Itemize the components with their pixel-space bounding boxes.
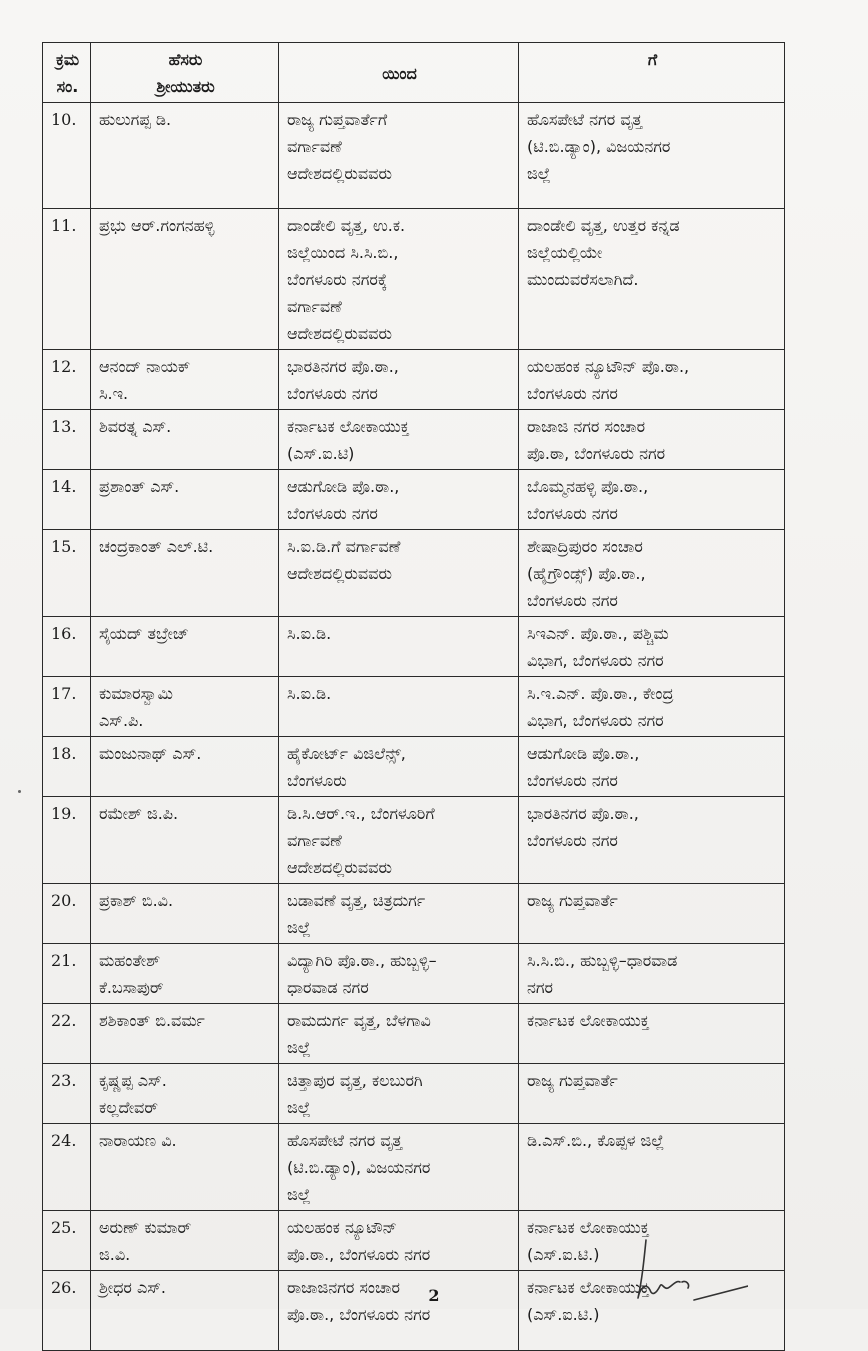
row-name: ಸೈಯದ್ ತಬ್ರೇಜ್ xyxy=(91,617,279,677)
row-name: ಪ್ರಕಾಶ್ ಬಿ.ವಿ. xyxy=(91,884,279,944)
row-sl: 23. xyxy=(43,1064,91,1124)
row-to: ಬೊಮ್ಮನಹಳ್ಳಿ ಪೊ.ಠಾ., ಬೆಂಗಳೂರು ನಗರ xyxy=(519,470,785,530)
row-name: ಮಹಂತೇಶ್ ಕೆ.ಬಸಾಪುರ್ xyxy=(91,944,279,1004)
signature-mark xyxy=(598,1230,748,1308)
table-row xyxy=(43,677,785,737)
row-sl: 17. xyxy=(43,677,91,737)
row-name: ಶಿವರತ್ನ ಎಸ್. xyxy=(91,410,279,470)
table-row xyxy=(43,209,785,350)
row-to: ಕರ್ನಾಟಕ ಲೋಕಾಯುಕ್ತ (ಎಸ್.ಐ.ಟಿ.) xyxy=(519,1211,785,1271)
row-to: ಸಿ.ಸಿ.ಬಿ., ಹುಬ್ಬಳ್ಳಿ–ಧಾರವಾಡ ನಗರ xyxy=(519,944,785,1004)
row-sl: 11. xyxy=(43,209,91,350)
row-to: ಆಡುಗೋಡಿ ಪೊ.ಠಾ., ಬೆಂಗಳೂರು ನಗರ xyxy=(519,737,785,797)
row-to: ದಾಂಡೇಲಿ ವೃತ್ತ, ಉತ್ತರ ಕನ್ನಡ ಜಿಲ್ಲೆಯಲ್ಲಿಯೇ ಮುಂದುವರೆಸಲಾಗಿದೆ. xyxy=(519,209,785,350)
header-to: ಗೆ xyxy=(519,43,785,103)
row-to: ರಾಜಾಜಿ ನಗರ ಸಂಚಾರ ಪೊ.ಠಾ, ಬೆಂಗಳೂರು ನಗರ xyxy=(519,410,785,470)
row-name: ಮಂಜುನಾಥ್ ಎಸ್. xyxy=(91,737,279,797)
row-name: ಪ್ರಶಾಂತ್ ಎಸ್. xyxy=(91,470,279,530)
row-from: ದಾಂಡೇಲಿ ವೃತ್ತ, ಉ.ಕ. ಜಿಲ್ಲೆಯಿಂದ ಸಿ.ಸಿ.ಬಿ., ಬೆಂಗಳೂರು ನಗರಕ್ಕೆ ವರ್ಗಾವಣೆ ಆದೇಶದಲ್ಲಿರುವವರು xyxy=(279,209,519,350)
row-to: ರಾಜ್ಯ ಗುಪ್ತವಾರ್ತೆ xyxy=(519,884,785,944)
table-row xyxy=(43,103,785,209)
transfer-table xyxy=(42,42,785,1351)
row-to: ಕರ್ನಾಟಕ ಲೋಕಾಯುಕ್ತ (ಎಸ್.ಐ.ಟಿ.) xyxy=(519,1271,785,1351)
table-row xyxy=(43,884,785,944)
row-from: ಬಡಾವಣೆ ವೃತ್ತ, ಚಿತ್ರದುರ್ಗ ಜಿಲ್ಲೆ xyxy=(279,884,519,944)
row-sl: 16. xyxy=(43,617,91,677)
row-sl: 18. xyxy=(43,737,91,797)
row-to: ರಾಜ್ಯ ಗುಪ್ತವಾರ್ತೆ xyxy=(519,1064,785,1124)
table-row xyxy=(43,530,785,617)
header-name: ಹೆಸರು ಶ್ರೀಯುತರು xyxy=(91,43,279,103)
row-to: ಹೊಸಪೇಟೆ ನಗರ ವೃತ್ತ (ಟಿ.ಬಿ.ಡ್ಯಾಂ), ವಿಜಯನಗರ ಜಿಲ್ಲೆ xyxy=(519,103,785,209)
table-row xyxy=(43,617,785,677)
row-name: ಕೃಷ್ಣಪ್ಪ ಎಸ್. ಕಲ್ಲದೇವರ್ xyxy=(91,1064,279,1124)
row-sl: 20. xyxy=(43,884,91,944)
row-name: ಅರುಣ್ ಕುಮಾರ್ ಜಿ.ವಿ. xyxy=(91,1211,279,1271)
row-to: ಸಿಇಎನ್. ಪೊ.ಠಾ., ಪಶ್ಚಿಮ ವಿಭಾಗ, ಬೆಂಗಳೂರು ನಗರ xyxy=(519,617,785,677)
row-name: ಹುಲುಗಪ್ಪ ಡಿ. xyxy=(91,103,279,209)
row-to: ಸಿ.ಇ.ಎನ್. ಪೊ.ಠಾ., ಕೇಂದ್ರ ವಿಭಾಗ, ಬೆಂಗಳೂರು ನಗರ xyxy=(519,677,785,737)
row-name: ಶಶಿಕಾಂತ್ ಬಿ.ವರ್ಮ xyxy=(91,1004,279,1064)
row-sl: 15. xyxy=(43,530,91,617)
ink-speck xyxy=(18,790,21,793)
header-sl: ಕ್ರಮ ಸಂ. xyxy=(43,43,91,103)
table-body xyxy=(43,103,785,1351)
row-sl: 14. xyxy=(43,470,91,530)
table-row xyxy=(43,1124,785,1211)
row-name: ಚಂದ್ರಕಾಂತ್ ಎಲ್.ಟಿ. xyxy=(91,530,279,617)
row-from: ಚಿತ್ತಾಪುರ ವೃತ್ತ, ಕಲಬುರಗಿ ಜಿಲ್ಲೆ xyxy=(279,1064,519,1124)
row-from: ಭಾರತಿನಗರ ಪೊ.ಠಾ., ಬೆಂಗಳೂರು ನಗರ xyxy=(279,350,519,410)
row-from: ಆಡುಗೋಡಿ ಪೊ.ಠಾ., ಬೆಂಗಳೂರು ನಗರ xyxy=(279,470,519,530)
row-from: ಹೊಸಪೇಟೆ ನಗರ ವೃತ್ತ (ಟಿ.ಬಿ.ಡ್ಯಾಂ), ವಿಜಯನಗರ ಜಿಲ್ಲೆ xyxy=(279,1124,519,1211)
row-sl: 10. xyxy=(43,103,91,209)
row-from: ಸಿ.ಐ.ಡಿ. xyxy=(279,677,519,737)
row-name: ನಾರಾಯಣ ವಿ. xyxy=(91,1124,279,1211)
row-sl: 25. xyxy=(43,1211,91,1271)
row-from: ರಾಜಾಜಿನಗರ ಸಂಚಾರ ಪೊ.ಠಾ., ಬೆಂಗಳೂರು ನಗರ xyxy=(279,1271,519,1351)
row-sl: 22. xyxy=(43,1004,91,1064)
table-row xyxy=(43,470,785,530)
row-name: ಪ್ರಭು ಆರ್.ಗಂಗನಹಳ್ಳಿ xyxy=(91,209,279,350)
row-from: ರಾಮದುರ್ಗ ವೃತ್ತ, ಬೆಳಗಾವಿ ಜಿಲ್ಲೆ xyxy=(279,1004,519,1064)
page-number: 2 xyxy=(428,1286,440,1305)
row-sl: 26. xyxy=(43,1271,91,1351)
row-name: ಕುಮಾರಸ್ವಾಮಿ ಎಸ್.ಪಿ. xyxy=(91,677,279,737)
table-row xyxy=(43,944,785,1004)
table-row xyxy=(43,1004,785,1064)
row-to: ಡಿ.ಎಸ್.ಬಿ., ಕೊಪ್ಪಳ ಜಿಲ್ಲೆ xyxy=(519,1124,785,1211)
row-from: ಡಿ.ಸಿ.ಆರ್.ಇ., ಬೆಂಗಳೂರಿಗೆ ವರ್ಗಾವಣೆ ಆದೇಶದಲ್ಲಿರುವವರು xyxy=(279,797,519,884)
row-sl: 12. xyxy=(43,350,91,410)
table-row xyxy=(43,1064,785,1124)
row-sl: 13. xyxy=(43,410,91,470)
row-from: ಹೈಕೋರ್ಟ್ ವಿಜಿಲೆನ್ಸ್, ಬೆಂಗಳೂರು xyxy=(279,737,519,797)
row-sl: 21. xyxy=(43,944,91,1004)
row-from: ರಾಜ್ಯ ಗುಪ್ತವಾರ್ತೆಗೆ ವರ್ಗಾವಣೆ ಆದೇಶದಲ್ಲಿರುವವರು xyxy=(279,103,519,209)
row-from: ಸಿ.ಐ.ಡಿ.ಗೆ ವರ್ಗಾವಣೆ ಆದೇಶದಲ್ಲಿರುವವರು xyxy=(279,530,519,617)
row-from: ಕರ್ನಾಟಕ ಲೋಕಾಯುಕ್ತ (ಎಸ್.ಐ.ಟಿ) xyxy=(279,410,519,470)
row-to: ಕರ್ನಾಟಕ ಲೋಕಾಯುಕ್ತ xyxy=(519,1004,785,1064)
row-to: ಭಾರತಿನಗರ ಪೊ.ಠಾ., ಬೆಂಗಳೂರು ನಗರ xyxy=(519,797,785,884)
row-to: ಯಲಹಂಕ ನ್ಯೂಟೌನ್ ಪೊ.ಠಾ., ಬೆಂಗಳೂರು ನಗರ xyxy=(519,350,785,410)
table-row xyxy=(43,410,785,470)
table-header-row xyxy=(43,43,785,103)
table-row xyxy=(43,797,785,884)
table-row xyxy=(43,350,785,410)
row-name: ಆನಂದ್ ನಾಯಕ್ ಸಿ.ಇ. xyxy=(91,350,279,410)
row-from: ಯಲಹಂಕ ನ್ಯೂಟೌನ್ ಪೊ.ಠಾ., ಬೆಂಗಳೂರು ನಗರ xyxy=(279,1211,519,1271)
row-to: ಶೇಷಾದ್ರಿಪುರಂ ಸಂಚಾರ (ಹೈಗ್ರೌಂಡ್ಸ್) ಪೊ.ಠಾ., ಬೆಂಗಳೂರು ನಗರ xyxy=(519,530,785,617)
row-sl: 19. xyxy=(43,797,91,884)
row-sl: 24. xyxy=(43,1124,91,1211)
header-from: ಯಿಂದ xyxy=(279,43,519,103)
row-name: ಶ್ರೀಧರ ಎಸ್. xyxy=(91,1271,279,1351)
row-from: ವಿದ್ಯಾಗಿರಿ ಪೊ.ಠಾ., ಹುಬ್ಬಳ್ಳಿ– ಧಾರವಾಡ ನಗರ xyxy=(279,944,519,1004)
row-name: ರಮೇಶ್ ಜಿ.ಪಿ. xyxy=(91,797,279,884)
table-row xyxy=(43,737,785,797)
row-from: ಸಿ.ಐ.ಡಿ. xyxy=(279,617,519,677)
